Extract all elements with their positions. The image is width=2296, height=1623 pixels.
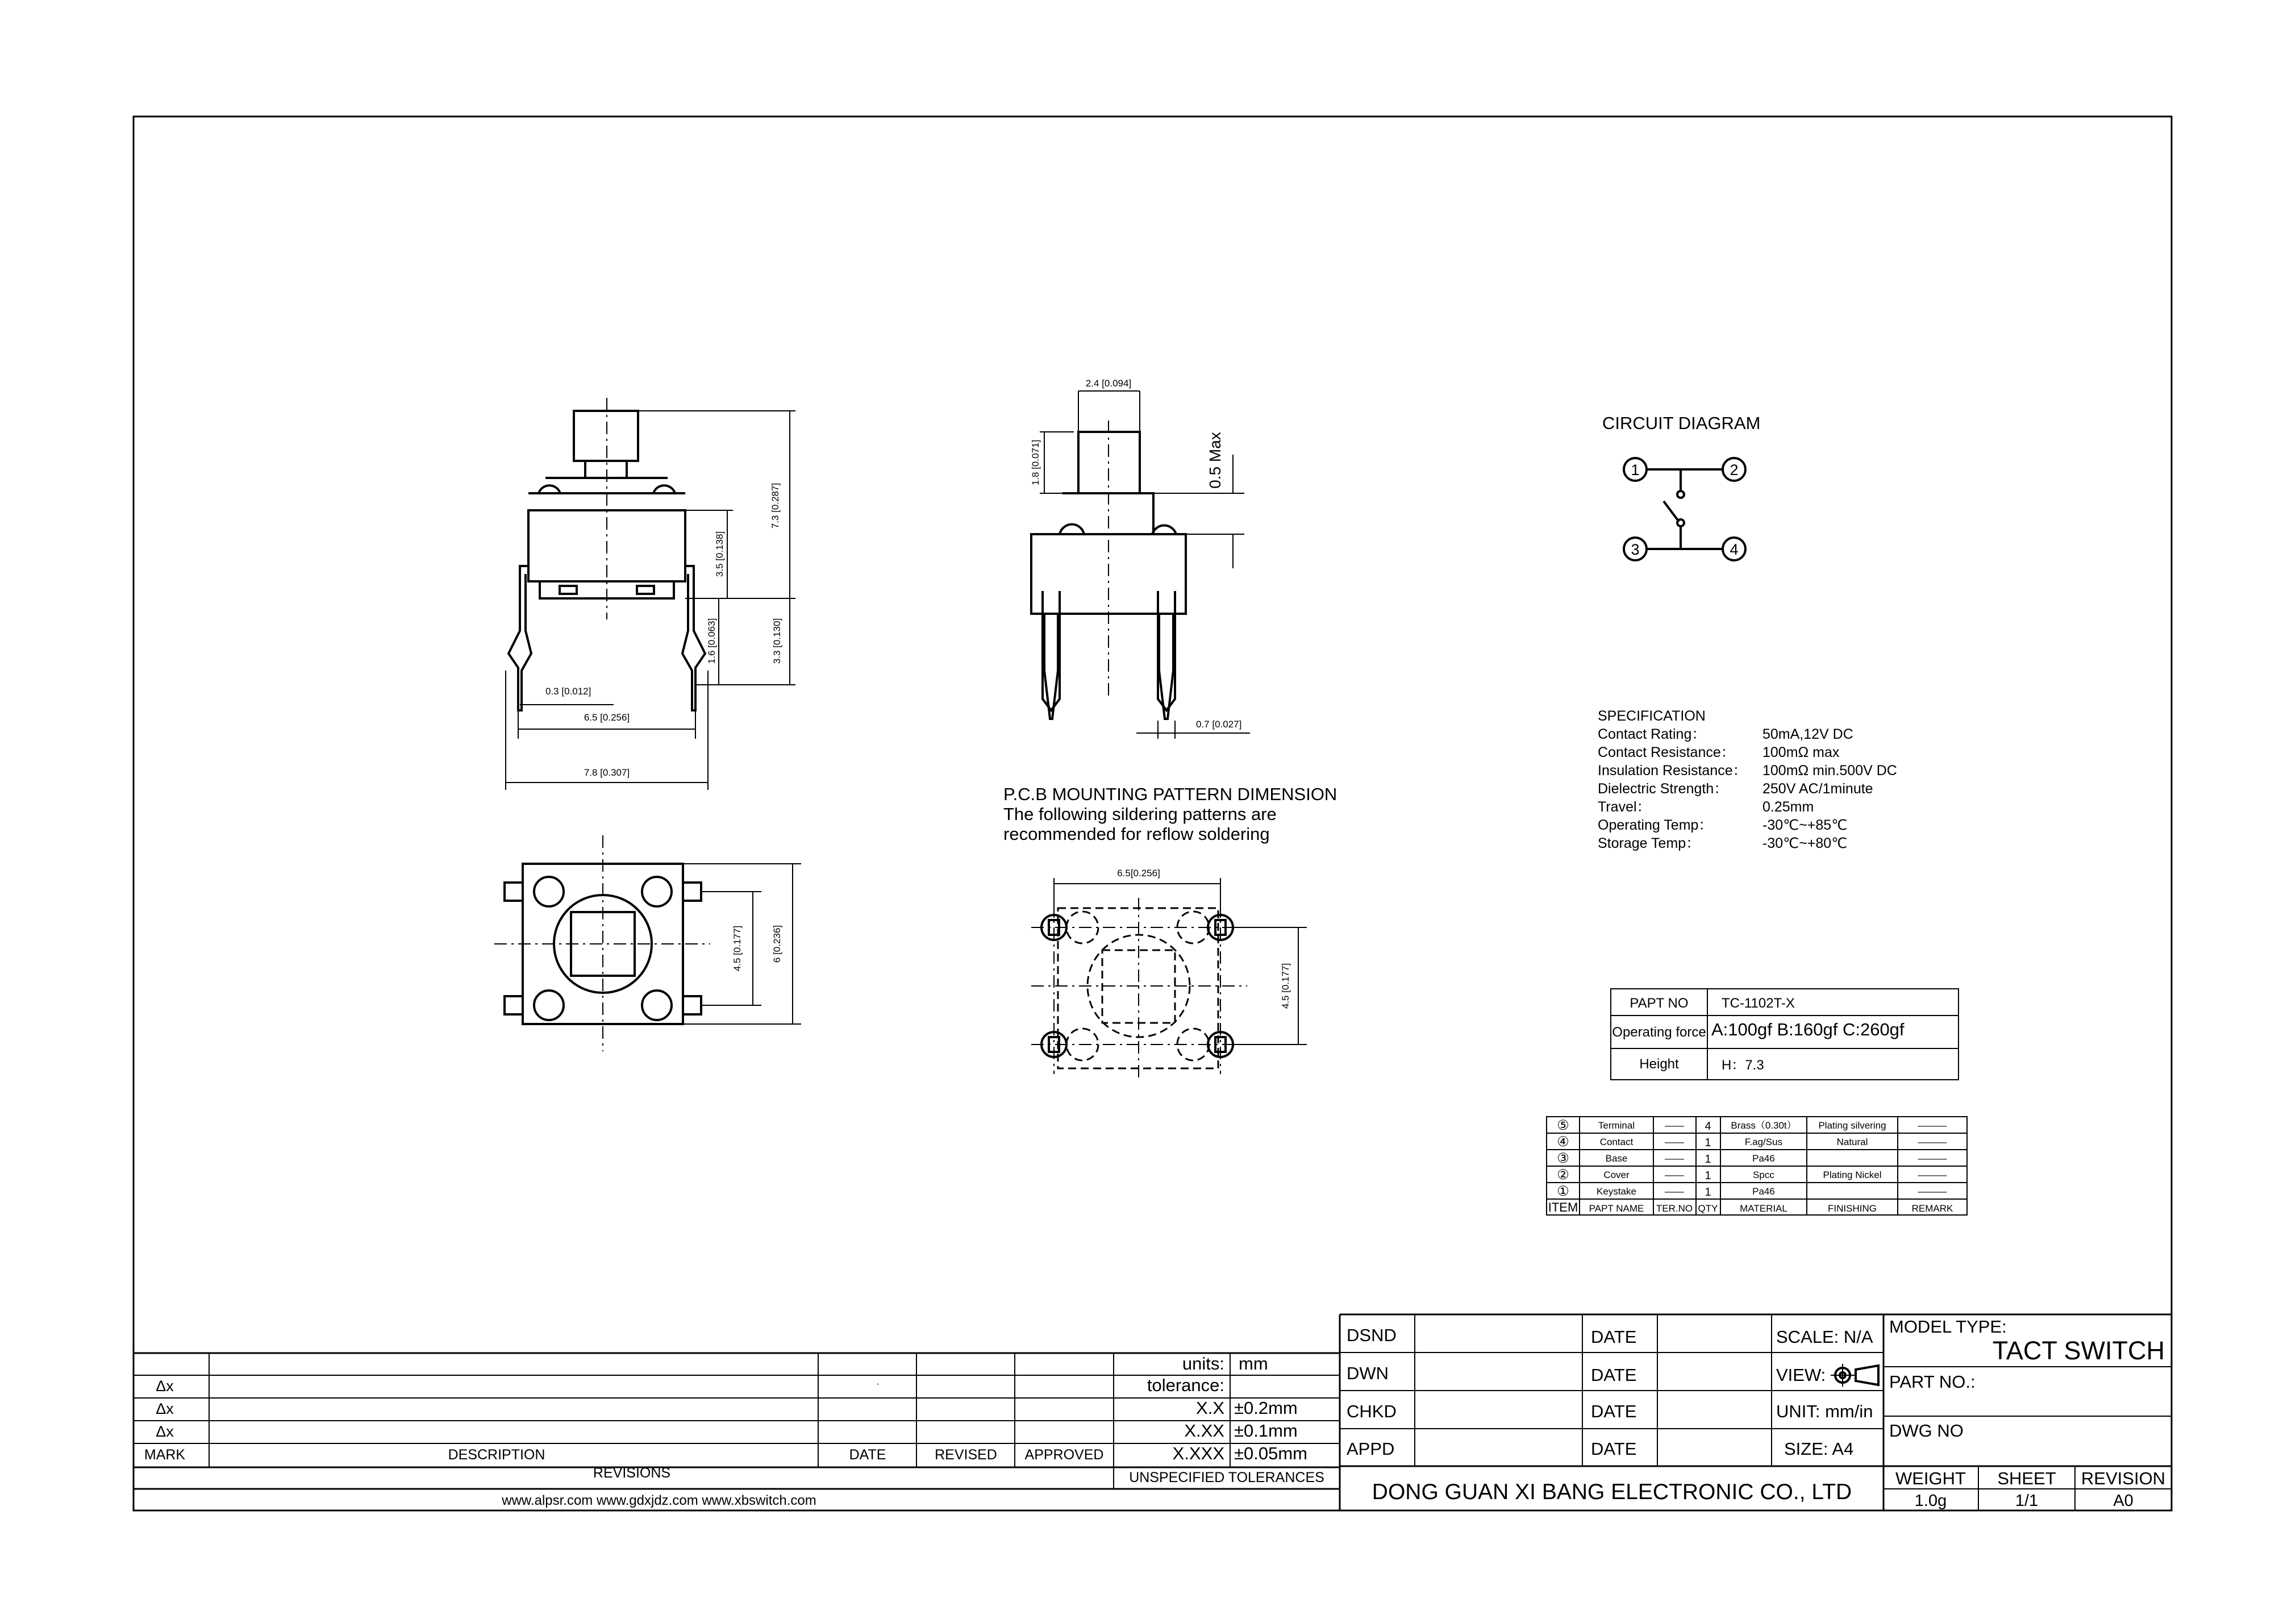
company-name: DONG GUAN XI BANG ELECTRONIC CO., LTD (1372, 1480, 1852, 1504)
bom-item: ① (1557, 1184, 1569, 1199)
bom-qty: 1 (1705, 1170, 1711, 1182)
side-view (506, 398, 795, 790)
projection-symbol-icon (1831, 1364, 1878, 1387)
part-no-label: PAPT NO (1630, 996, 1689, 1011)
bom-header-remark: REMARK (1911, 1203, 1953, 1214)
pcb-note-line2: recommended for reflow soldering (1003, 824, 1270, 844)
sheet-value: 1/1 (2015, 1492, 2039, 1510)
bom-name: Terminal (1598, 1120, 1635, 1131)
bom-item: ② (1557, 1167, 1569, 1183)
bom-remark: ——— (1918, 1137, 1947, 1147)
bom-finishing: Plating Nickel (1823, 1170, 1882, 1180)
pcb-pattern (1003, 784, 1337, 1080)
tol-xx-label: X.X (1196, 1398, 1224, 1418)
bom-qty: 1 (1705, 1153, 1711, 1166)
bom-ter: —— (1665, 1120, 1684, 1131)
dim-pin-pitch: 4.5 [0.177] (732, 925, 743, 972)
height-value: H：7.3 (1722, 1058, 1764, 1073)
bom-material: Brass（0.30t） (1731, 1120, 1797, 1131)
weight-value: 1.0g (1914, 1492, 1947, 1510)
websites: www.alpsr.com www.gdxjdz.com www.xbswitch.com (502, 1493, 816, 1508)
dim-pcb-span-x: 6.5[0.256] (1117, 868, 1160, 879)
bom-ter: —— (1665, 1170, 1684, 1180)
revisions-title: REVISIONS (593, 1465, 671, 1481)
tol-xxx-value: ±0.1mm (1234, 1421, 1298, 1441)
spec-label-resistance: Contact Resistance： (1598, 744, 1735, 760)
dim-cap-width: 2.4 [0.094] (1085, 378, 1132, 389)
front-view (1030, 378, 1250, 739)
dim-body-size: 6 [0.236] (772, 925, 782, 963)
bom-header-ter: TER.NO (1656, 1203, 1693, 1214)
bom-qty: 1 (1705, 1186, 1711, 1198)
bom-finishing: Natural (1836, 1137, 1868, 1147)
tol-xxxx-value: ±0.05mm (1234, 1443, 1307, 1463)
model-type-value: TACT SWITCH (1992, 1336, 2165, 1365)
spec-label-storetemp: Storage Temp： (1598, 835, 1701, 851)
tol-xxx-label: X.XX (1184, 1421, 1224, 1441)
revision-value: A0 (2113, 1492, 2134, 1510)
dim-pin-thickness: 0.3 [0.012] (545, 686, 591, 697)
bom-name: Cover (1603, 1170, 1630, 1180)
role-dwn: DWN (1347, 1363, 1389, 1383)
revision-label: REVISION (2081, 1468, 2166, 1488)
header-revised: REVISED (935, 1447, 997, 1463)
revisions-block (134, 1353, 1340, 1508)
dim-max-travel: 0.5 Max (1206, 432, 1224, 489)
size-label: SIZE: A4 (1784, 1439, 1854, 1459)
dim-body-height: 3.5 [0.138] (714, 531, 725, 577)
tol-xx-value: ±0.2mm (1234, 1398, 1298, 1418)
bom-finishing: Plating silvering (1818, 1120, 1886, 1131)
pin-4-label: 4 (1730, 541, 1739, 558)
bom-header-name: PAPT NAME (1589, 1203, 1644, 1214)
bom-item: ④ (1557, 1134, 1569, 1150)
tol-xxxx-label: X.XXX (1172, 1443, 1224, 1463)
bom-material: Spcc (1753, 1170, 1774, 1180)
unit-label: UNIT: mm/in (1776, 1401, 1873, 1421)
date-label: DATE (1591, 1365, 1637, 1385)
pcb-note-line1: The following sildering patterns are (1003, 804, 1277, 824)
bom-qty: 1 (1705, 1137, 1711, 1149)
units-value: mm (1239, 1354, 1268, 1374)
scale-label: SCALE: N/A (1776, 1327, 1873, 1347)
dim-pcb-span-y: 4.5 [0.177] (1280, 963, 1291, 1009)
spec-value-travel: 0.25mm (1762, 799, 1814, 815)
sheet-label: SHEET (1997, 1468, 2056, 1488)
bom-header-material: MATERIAL (1740, 1203, 1787, 1214)
dim-cap-height: 1.8 [0.071] (1030, 439, 1041, 486)
dim-overall-height: 7.3 [0.287] (770, 482, 781, 529)
bom-qty: 4 (1705, 1120, 1711, 1133)
bom-material: F.ag/Sus (1744, 1137, 1783, 1147)
role-chkd: CHKD (1347, 1401, 1397, 1421)
bom-material: Pa46 (1752, 1153, 1775, 1164)
spec-value-storetemp: -30℃~+80℃ (1762, 835, 1848, 851)
header-date: DATE (849, 1447, 886, 1463)
spec-value-dielectric: 250V AC/1minute (1762, 781, 1873, 797)
spec-label-insulation: Insulation Resistance： (1598, 763, 1747, 779)
tolerance-label: tolerance: (1147, 1375, 1224, 1395)
spec-label-travel: Travel： (1598, 799, 1651, 815)
force-label: Operating force (1612, 1025, 1706, 1040)
part-no-label: PART NO.: (1889, 1372, 1976, 1392)
revision-mark: Δx (156, 1378, 174, 1395)
bom-name: Keystake (1597, 1186, 1636, 1197)
bom-item: ③ (1557, 1151, 1569, 1166)
dim-pin-length: 3.3 [0.130] (772, 618, 782, 664)
header-description: DESCRIPTION (448, 1447, 545, 1463)
dim-pin-width: 0.7 [0.027] (1196, 719, 1242, 730)
units-label: units: (1182, 1354, 1224, 1374)
unspecified-tolerances: UNSPECIFIED TOLERANCES (1129, 1470, 1324, 1485)
spec-value-insulation: 100mΩ min.500V DC (1762, 763, 1897, 779)
pcb-title: P.C.B MOUNTING PATTERN DIMENSION (1003, 784, 1337, 804)
bom-remark: ——— (1918, 1153, 1947, 1164)
bom-header-finishing: FINISHING (1828, 1203, 1877, 1214)
dwg-no-label: DWG NO (1889, 1421, 1964, 1441)
bom-table (1547, 1117, 1967, 1215)
header-mark: MARK (144, 1447, 186, 1463)
model-type-label: MODEL TYPE: (1889, 1317, 2007, 1337)
height-label: Height (1639, 1056, 1679, 1072)
top-view (494, 835, 801, 1051)
spec-label-rating: Contact Rating： (1598, 726, 1706, 742)
dim-pin-span: 6.5 [0.256] (584, 712, 630, 723)
title-block (1340, 1314, 2172, 1510)
date-label: DATE (1591, 1439, 1637, 1459)
pin-1-label: 1 (1631, 461, 1640, 478)
specification (1598, 708, 1897, 851)
part-no-value: TC-1102T-X (1722, 996, 1795, 1011)
bom-remark: ——— (1918, 1170, 1947, 1180)
circuit-title: CIRCUIT DIAGRAM (1602, 413, 1761, 433)
bom-material: Pa46 (1752, 1186, 1775, 1197)
pin-2-label: 2 (1730, 461, 1739, 478)
revision-mark: Δx (156, 1423, 174, 1440)
bom-ter: —— (1665, 1186, 1684, 1197)
pin-3-label: 3 (1631, 541, 1640, 558)
bom-ter: —— (1665, 1137, 1684, 1147)
bom-header-qty: QTY (1698, 1203, 1718, 1214)
bom-name: Base (1605, 1153, 1628, 1164)
weight-label: WEIGHT (1895, 1468, 1966, 1488)
dim-overall-width: 7.8 [0.307] (584, 767, 630, 778)
bom-remark: ——— (1918, 1186, 1947, 1197)
bom-ter: —— (1665, 1153, 1684, 1164)
bom-item: ⑤ (1557, 1118, 1569, 1133)
date-label: DATE (1591, 1327, 1637, 1347)
view-label: VIEW: (1776, 1365, 1826, 1385)
role-appd: APPD (1347, 1439, 1395, 1459)
header-approved: APPROVED (1024, 1447, 1104, 1463)
spec-value-resistance: 100mΩ max (1762, 744, 1840, 760)
spec-value-rating: 50mA,12V DC (1762, 726, 1853, 742)
spec-label-optemp: Operating Temp： (1598, 817, 1713, 833)
date-label: DATE (1591, 1401, 1637, 1421)
force-value: A:100gf B:160gf C:260gf (1711, 1019, 1905, 1039)
spec-title: SPECIFICATION (1598, 708, 1706, 724)
bom-remark: ——— (1918, 1120, 1947, 1131)
bom-header-item: ITEM (1548, 1200, 1578, 1214)
revision-dot: · (876, 1378, 880, 1389)
role-dsnd: DSND (1347, 1325, 1397, 1345)
spec-value-optemp: -30℃~+85℃ (1762, 817, 1848, 833)
spec-label-dielectric: Dielectric Strength： (1598, 781, 1728, 797)
dim-pin-offset: 1.6 [0.063] (706, 618, 717, 664)
circuit-diagram (1602, 413, 1760, 560)
revision-mark: Δx (156, 1400, 174, 1417)
bom-name: Contact (1599, 1137, 1634, 1147)
part-table (1611, 989, 1959, 1080)
